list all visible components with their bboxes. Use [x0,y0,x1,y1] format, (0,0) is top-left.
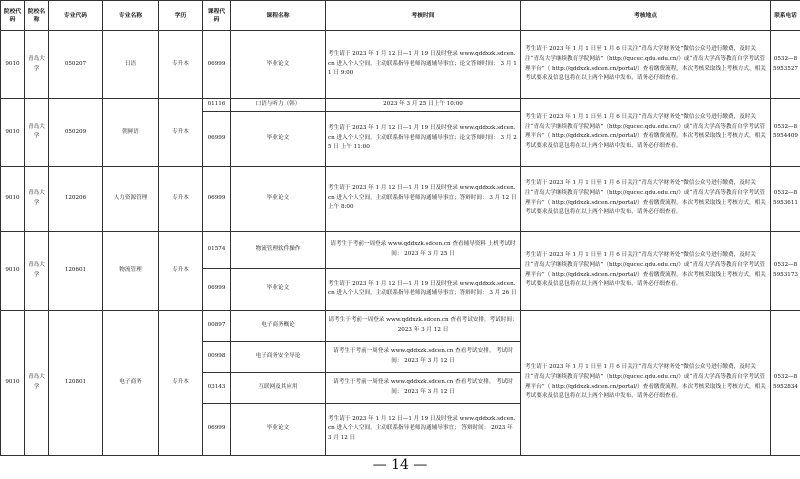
course-code: 03143 [203,372,231,403]
school-name: 青岛大学 [25,166,49,231]
school-name: 青岛大学 [25,31,49,99]
major-name: 物流管理 [103,231,159,310]
exam-time: 考生请于 2023 年 1 月 12 日—1 月 19 日及时登录 www.qddxzk.sdcen.cn 进入个人空间，主动联系指导老师沟通辅导事宜；论文答辩时间： 3 月 11 日 9:00 [326,31,521,99]
course-name: 毕业论文 [231,166,326,231]
course-name: 物流管理软件操作 [231,231,326,268]
phone: 0532—85954409 [771,99,800,167]
header-school-code: 院校代码 [1,1,25,31]
major-name: 电子商务 [103,310,159,455]
exam-time: 考生请于 2023 年 1 月 12 日—1 月 19 日及时登录 www.qddxzk.sdcen.cn 进入个人空间，主动联系指导老师沟通辅导事宜；论文答辩时间： 3 月 25 日 上午 11:00 [326,111,521,166]
course-code: 06999 [203,166,231,231]
level: 专升本 [159,310,203,455]
course-code: 00897 [203,310,231,341]
major-name: 朝鲜语 [103,99,159,167]
table-row [1,310,800,341]
course-name: 互联网及其应用 [231,372,326,403]
school-code: 9010 [1,310,25,455]
major-name: 人力资源管理 [103,166,159,231]
course-name: 口语与听力（韩） [231,99,326,112]
course-name: 电子商务安全导论 [231,341,326,372]
level: 专升本 [159,231,203,310]
school-name: 青岛大学 [25,231,49,310]
course-code: 00998 [203,341,231,372]
header-row [1,1,800,31]
level: 专升本 [159,31,203,99]
level: 专升本 [159,166,203,231]
school-code: 9010 [1,166,25,231]
table-row [1,31,800,99]
course-name: 毕业论文 [231,31,326,99]
table-row [1,231,800,268]
school-name: 青岛大学 [25,310,49,455]
phone: 0532—85953173 [771,231,800,310]
exam-time: 考生请于 2023 年 1 月 12 日—1 月 19 日及时登录 www.qddxzk.sdcen.cn 进入个人空间，主动联系指导老师沟通辅导事宜；答辩时间： 3 月 12 日 上午 8:00 [326,166,521,231]
course-code: 01116 [203,99,231,112]
phone: 0532—85952834 [771,310,800,455]
course-name: 电子商务概论 [231,310,326,341]
course-code: 06999 [203,111,231,166]
header-course-name: 课程名称 [231,1,326,31]
header-school-name: 院校名称 [25,1,49,31]
course-name: 毕业论文 [231,111,326,166]
header-course-code: 课程代码 [203,1,231,31]
course-code: 06999 [203,31,231,99]
course-code: 06999 [203,403,231,455]
school-code: 9010 [1,99,25,167]
exam-place: 考生请于 2023 年 1 月 1 日至 1 月 6 日关注“青岛大学财务处”微信公众号进行缴费，及时关注“青岛大学继续教育学院网站”（http://qucec.qdu.edu.cn/）或“青岛大学高等教育自学考试管理平台”（ http://qddxzk.sdcen.cn/portal/）查看缴费流程。本次考核采取线上考核方式，相关考试要求及信息包将在以上两个网站中发布，请务必仔细查看。 [521,166,771,231]
header-major-name: 专业名称 [103,1,159,31]
school-code: 9010 [1,31,25,99]
exam-time: 请考生于考前一周登录 www.qddxzk.sdcen.cn 查看辅导资料 上机考试时间： 2023 年 3 月 25 日 [326,231,521,268]
phone: 0532—85953527 [771,31,800,99]
exam-time: 请考生于考前一周登录 www.qddxzk.sdcen.cn 查看考试安排。考试时间： 2023 年 3 月 12 日 [326,310,521,341]
major-code: 050209 [49,99,103,167]
header-major-code: 专业代码 [49,1,103,31]
table-row [1,99,800,112]
major-code: 120601 [49,231,103,310]
table-row [1,166,800,231]
course-code: 01574 [203,231,231,268]
major-code: 120206 [49,166,103,231]
header-exam-place: 考核地点 [521,1,771,31]
header-exam-time: 考核时间 [326,1,521,31]
major-name: 日语 [103,31,159,99]
exam-place: 考生请于 2023 年 1 月 1 日至 1 月 6 日关注“青岛大学财务处”微信公众号进行缴费，及时关注“青岛大学继续教育学院网站”（http://qucec.qdu.edu.cn/）或“青岛大学高等教育自学考试管理平台”（ http://qddxzk.sdcen.cn/portal/）查看缴费流程。本次考核采取线上考核方式，相关考试要求及信息包将在以上两个网站中发布，请务必仔细查看。 [521,31,771,99]
exam-time: 2023 年 3 月 25 日上午 10:00 [326,99,521,112]
major-code: 050207 [49,31,103,99]
school-code: 9010 [1,231,25,310]
exam-place: 考生请于 2023 年 1 月 1 日至 1 月 6 日关注“青岛大学财务处”微信公众号进行缴费，及时关注“青岛大学继续教育学院网站”（http://qucec.qdu.edu.cn/）或“青岛大学高等教育自学考试管理平台”（ http://qddxzk.sdcen.cn/portal/）查看缴费流程。本次考核采取线上考核方式，相关考试要求及信息包将在以上两个网站中发布，请务必仔细查看。 [521,310,771,455]
school-name: 青岛大学 [25,99,49,167]
exam-time: 考生请于 2023 年 1 月 12 日—1 月 19 日及时登录 www.qddxzk.sdcen.cn 进入个人空间，主动联系指导老师沟通辅导事宜； 答辩时间： 2023 年 3 月 12 日 [326,403,521,455]
exam-time: 请考生于考前一周登录 www.qddxzk.sdcen.cn 查看考试安排。 考试时间： 2023 年 3 月 12 日 [326,341,521,372]
page-number: — 14 — [372,457,428,473]
course-name: 毕业论文 [231,403,326,455]
exam-place: 考生请于 2023 年 1 月 1 日至 1 月 6 日关注“青岛大学财务处”微信公众号进行缴费，及时关注“青岛大学继续教育学院网站”（http://qucec.qdu.edu.cn/）或“青岛大学高等教育自学考试管理平台”（ http://qddxzk.sdcen.cn/portal/）查看缴费流程。本次考核采取线上考核方式，相关考试要求及信息包将在以上两个网站中发布，请务必仔细查看。 [521,99,771,167]
phone: 0532—85953611 [771,166,800,231]
exam-place: 考生请于 2023 年 1 月 1 日至 1 月 6 日关注“青岛大学财务处”微信公众号进行缴费，及时关注“青岛大学继续教育学院网站”（http://qucec.qdu.edu.cn/）或“青岛大学高等教育自学考试管理平台”（ http://qddxzk.sdcen.cn/portal/）查看缴费流程。本次考核采取线上考核方式，相关考试要求及信息包将在以上两个网站中发布，请务必仔细查看。 [521,231,771,310]
course-name: 毕业论文 [231,268,326,310]
exam-time: 请考生于考前一周登录 www.qddxzk.sdcen.cn 查看考试安排。 考试时间： 2023 年 3 月 12 日 [326,372,521,403]
header-level: 学历 [159,1,203,31]
exam-time: 考生请于 2023 年 1 月 12 日—1 月 19 日及时登录 www.qddxzk.sdcen.cn 进入个人空间，主动联系指导老师沟通辅导事宜；答辩时间： 3 月 26 日 [326,268,521,310]
header-phone: 联系电话 [771,1,800,31]
major-code: 120801 [49,310,103,455]
level: 专升本 [159,99,203,167]
course-code: 06999 [203,268,231,310]
